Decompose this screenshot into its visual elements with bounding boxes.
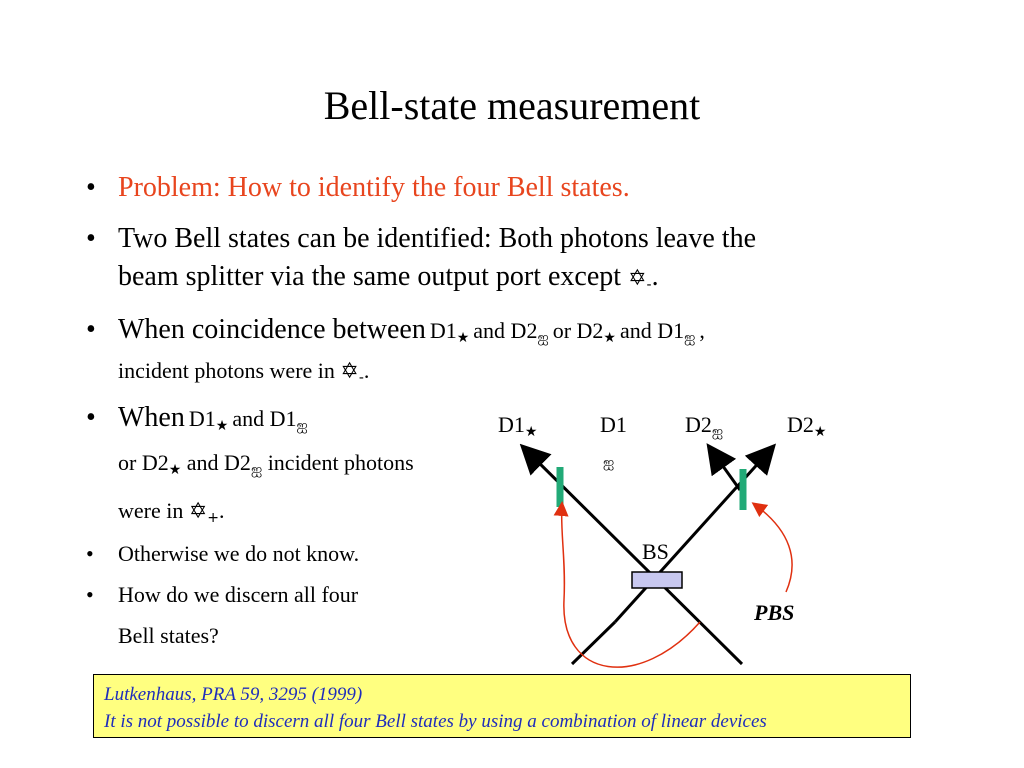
photon-path-d1-star — [560, 450, 604, 486]
bullet-text: were in — [118, 498, 184, 523]
bullet-text: When coincidence between — [118, 314, 426, 345]
reference-citation: Lutkenhaus, PRA 59, 3295 (1999) — [104, 684, 363, 705]
beam-splitter — [632, 572, 682, 588]
detector-ref: and D1 — [619, 318, 685, 343]
bullet-dot: • — [86, 172, 96, 203]
photon-path-d2-wing — [708, 448, 742, 560]
photon-path-right-out — [615, 448, 772, 622]
wing-icon: ஐ — [296, 418, 308, 434]
wing-icon: ஐ — [250, 462, 263, 478]
bullet-dot: • — [86, 314, 96, 345]
detector-ref: D1 — [429, 318, 457, 343]
label-pbs: PBS — [754, 600, 795, 625]
bullet-text: Two Bell states can be identified: Both photons leave the — [118, 223, 756, 254]
bullet-dot: • — [86, 223, 96, 254]
bullet-dot: • — [86, 582, 94, 607]
bullet-text: beam splitter via the same output port except — [118, 261, 622, 292]
detector-ref: and D2 — [186, 450, 251, 475]
minus-subscript: - — [358, 370, 364, 386]
comma: , — [699, 318, 705, 343]
detector-ref: and D2 — [473, 318, 538, 343]
period: . — [651, 261, 659, 292]
star-of-david-icon: ✡ — [188, 499, 208, 524]
bullet-text: How do we discern all four — [118, 582, 359, 607]
bullet-text: Problem: How to identify the four Bell states. — [118, 172, 630, 203]
photon-path-d2-left — [710, 448, 740, 490]
star-icon: ★ — [524, 424, 538, 440]
label-text: D2 — [685, 412, 712, 437]
label-d1-star — [498, 412, 537, 438]
wing-icon: ஐ — [684, 330, 696, 346]
detector-ref: D1 — [188, 406, 216, 431]
detector-ref: and D1 — [232, 406, 297, 431]
label-d1-wing — [600, 412, 627, 438]
star-icon: ★ — [603, 330, 616, 346]
period: . — [363, 358, 370, 383]
bullet-text: incident photons were in — [118, 358, 335, 383]
photon-path-left-out — [572, 622, 615, 664]
wing-icon: ஐ — [537, 330, 549, 346]
star-icon: ★ — [215, 418, 229, 434]
star-of-david-icon: ✡ — [340, 359, 359, 384]
bullet-dot: • — [86, 402, 96, 433]
bullet-dot: • — [86, 541, 94, 566]
minus-subscript: - — [646, 277, 652, 293]
label-text: D1 — [498, 412, 525, 437]
label-d2-star — [787, 412, 826, 438]
bullet-text: Otherwise we do not know. — [118, 541, 360, 566]
detector-ref: or D2 — [552, 318, 604, 343]
label-text: D1 — [600, 412, 627, 437]
slide-title: Bell-state measurement — [323, 83, 701, 128]
detector-ref: or D2 — [118, 450, 169, 475]
period: . — [219, 498, 225, 523]
star-icon: ★ — [813, 424, 827, 440]
bullet-text: Bell states? — [118, 623, 219, 648]
star-icon: ★ — [456, 330, 470, 346]
reference-statement: It is not possible to discern all four Bell states by using a combination of linear devices — [104, 711, 767, 732]
label-bs: BS — [642, 539, 669, 564]
feedback-curve-right — [754, 504, 792, 592]
bullet-text: incident photons — [267, 450, 414, 475]
wing-icon: ஐ — [711, 424, 724, 440]
plus-subscript: + — [207, 510, 220, 526]
bullet-text: When — [118, 402, 185, 433]
wing-icon: ஐ — [603, 455, 615, 471]
label-text: D2 — [787, 412, 814, 437]
reference-box — [93, 674, 911, 738]
label-d2-wing — [685, 412, 723, 438]
star-icon: ★ — [168, 462, 182, 478]
star-of-david-icon: ✡ — [628, 266, 647, 291]
